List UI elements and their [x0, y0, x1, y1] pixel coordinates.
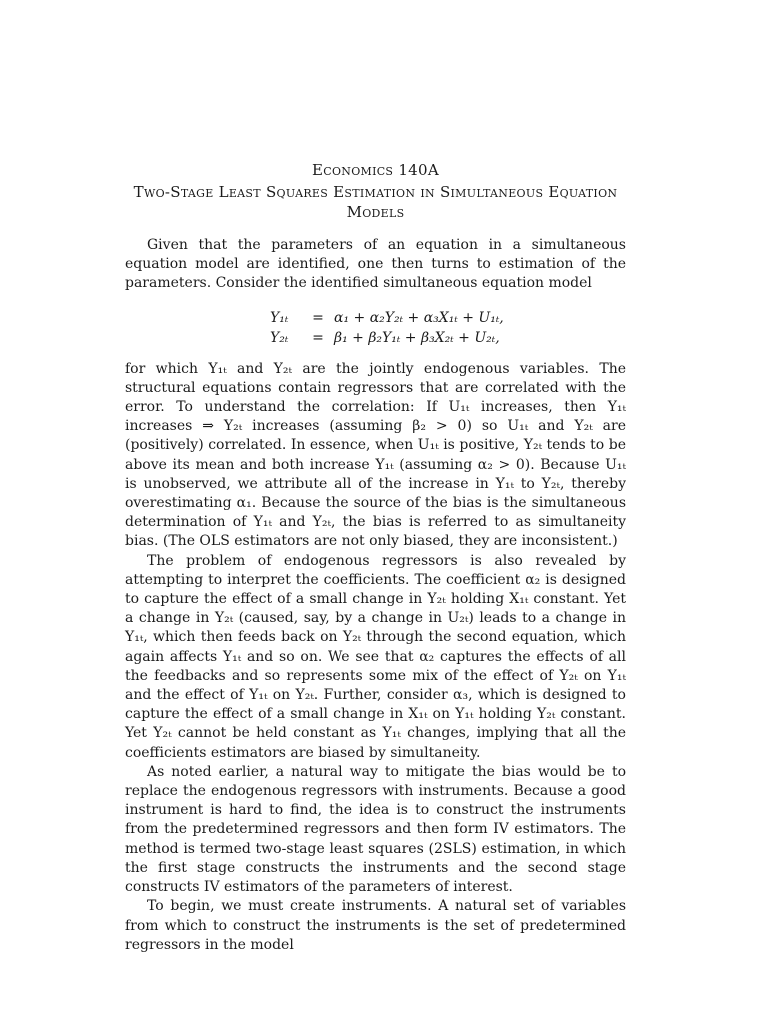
equation-2-equals: =: [312, 329, 324, 346]
document-title: Economics 140A: [311, 161, 440, 179]
body-paragraph-1: for which Y₁ₜ and Y₂ₜ are the jointly endogenous variables. The structural equations contain regressors that are correlated with the error. To understand the correlation: If U₁ₜ increases, then Y₁ₜ increases ⇒ Y₂ₜ increases (assuming β₂ > 0) so U₁ₜ and Y₂ₜ are (positively) correlated. In essence, when U₁ₜ is positive, Y₂ₜ tends to be above its mean and both increase Y₁ₜ (assuming α₂ > 0). Because U₁ₜ is unobserved, we attribute all of the increase in Y₁ₜ to Y₂ₜ, thereby overestimating α₁. Because the source of the bias is the simultaneous determination of Y₁ₜ and Y₂ₜ, the bias is referred to as simultaneity bias. (The OLS estimators are not only biased, they are inconsistent.): [125, 360, 626, 550]
intro-paragraph: Given that the parameters of an equation in a simultaneous equation model are identified, one then turns to estimation of the parameters. Consider the identified simultaneous equation model: [125, 237, 626, 292]
equation-1: [270, 308, 626, 328]
body-paragraph-2: The problem of endogenous regressors is also revealed by attempting to interpret the coefficients. The coefficient α₂ is designed to capture the effect of a small change in Y₂ₜ holding X₁ₜ constant. Yet a change in Y₂ₜ (caused, say, by a change in U₂ₜ) leads to a change in Y₁ₜ, which then feeds back on Y₂ₜ through the second equation, which again affects Y₁ₜ and so on. We see that α₂ captures the effects of all the feedbacks and so represents some mix of the effect of Y₂ₜ on Y₁ₜ and the effect of Y₁ₜ on Y₂ₜ. Further, consider α₃, which is designed to capture the effect of a small change in X₁ₜ on Y₁ₜ holding Y₂ₜ constant. Yet Y₂ₜ cannot be held constant as Y₁ₜ changes, implying that all the coefficients estimators are biased by simultaneity.: [125, 552, 626, 761]
equation-system: [270, 308, 626, 348]
equation-1-equals: =: [312, 309, 324, 326]
body-paragraph-3: As noted earlier, a natural way to mitigate the bias would be to replace the endogenous regressors with instruments. Because a good instrument is hard to find, the idea is to construct the instruments from the predetermined regressors and then form IV estimators. The method is termed two-stage least squares (2SLS) estimation, in which the first stage constructs the instruments and the second stage constructs IV estimators of the parameters of interest.: [125, 763, 626, 896]
equation-2-lhs: Y₂ₜ: [270, 329, 289, 346]
equation-1-rhs: α₁ + α₂Y₂ₜ + α₃X₁ₜ + U₁ₜ,: [334, 309, 504, 326]
equation-2-rhs: β₁ + β₂Y₁ₜ + β₃X₂ₜ + U₂ₜ,: [334, 329, 500, 346]
equation-1-lhs: Y₁ₜ: [270, 309, 289, 326]
body-paragraph-4: To begin, we must create instruments. A natural set of variables from which to construct the instruments is the set of predetermined regressors in the model: [125, 898, 626, 953]
equation-2: [270, 328, 626, 348]
document-subtitle: Two-Stage Least Squares Estimation in Simultaneous Equation Models: [133, 183, 618, 221]
